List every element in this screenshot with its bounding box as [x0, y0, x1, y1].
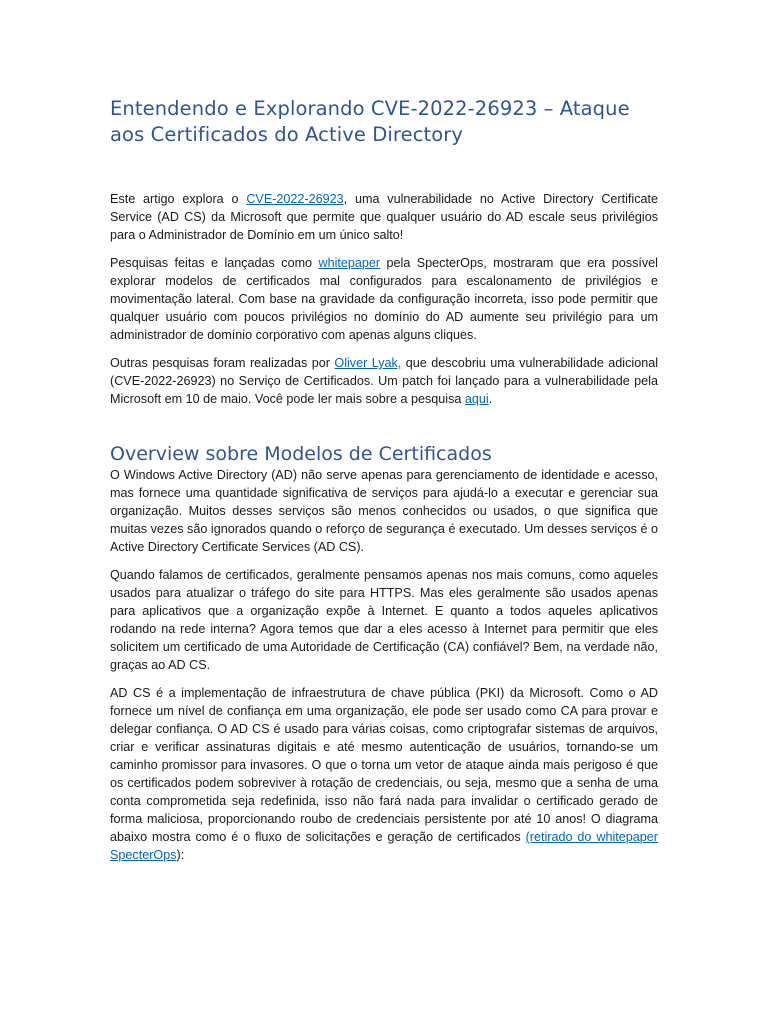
oliver-lyak-link[interactable]: Oliver Lyak, — [334, 356, 402, 370]
document-body — [110, 96, 658, 874]
section-paragraph-3 — [110, 684, 658, 864]
aqui-link[interactable]: aqui — [464, 392, 489, 406]
text-run: Este artigo explora o — [110, 192, 247, 206]
intro-paragraph-1 — [110, 190, 658, 244]
text-run: que descobriu uma vulnerabilidade adicional (CVE-2022-26923) no Serviço de Certificados. Um patch foi lançado para a vulnerabilidade pela Microsoft em 10 de maio. Você pode ler mais sobre a pesquisa — [110, 356, 659, 406]
cve-link[interactable]: CVE-2022-26923 — [246, 192, 344, 206]
text-run: Outras pesquisas foram realizadas por — [110, 356, 335, 370]
text-run: Pesquisas feitas e lançadas como — [110, 256, 319, 270]
text-run: ): — [176, 848, 185, 862]
text-run: AD CS é a implementação de infraestrutura de chave pública (PKI) da Microsoft. Como o AD fornece um nível de confiança em uma organização, ele pode ser usado como CA para provar e delegar confiança. O AD CS é usado para várias coisas, como criptografar sistemas de arquivos, criar e verificar assinaturas digitais e até mesmo autenticação de usuários, tornando-se um caminho promissor para invasores. O que o torna um vetor de ataque ainda mais perigoso é que os certificados podem sobreviver à rotação de credenciais, ou seja, mesmo que a senha de uma conta comprometida seja redefinida, isso não fará nada para invalidar o certificado gerado de forma maliciosa, proporcionando roubo de credenciais persistente por até 10 anos! O diagrama abaixo mostra como é o fluxo de solicitações e geração de certificados — [110, 686, 658, 844]
whitepaper-link[interactable]: whitepaper — [318, 256, 381, 270]
intro-paragraph-2 — [110, 254, 658, 344]
section-paragraph-1: O Windows Active Directory (AD) não serve apenas para gerenciamento de identidade e acesso, mas fornece uma quantidade significativa de serviços para ajudá-lo a executar e gerenciar sua organização. Muitos desses serviços são menos conhecidos ou usados, o que significa que muitas vezes são ignorados quando o reforço de segurança é executado. Um desses serviços é o Active Directory Certificate Services (AD CS). — [110, 468, 658, 554]
section-heading: Overview sobre Modelos de Certificados — [110, 443, 492, 465]
intro-paragraph-3 — [110, 354, 658, 408]
text-run: , uma vulnerabilidade no Active Directory Certificate Service (AD CS) da Microsoft que permite que qualquer usuário do AD escale seus privilégios para o Administrador de Domínio em um único salto! — [110, 192, 659, 242]
text-run: . — [488, 392, 493, 406]
specterops-whitepaper-link[interactable]: (retirado do whitepaper SpecterOps — [110, 830, 658, 862]
document-title: Entendendo e Explorando CVE-2022-26923 – Ataque aos Certificados do Active Directory — [110, 97, 630, 146]
section-paragraph-2: Quando falamos de certificados, geralmente pensamos apenas nos mais comuns, como aqueles usados para atualizar o tráfego do site para HTTPS. Mas eles geralmente são usados apenas para aplicativos que a organização expõe à Internet. E quanto a todos aqueles aplicativos rodando na rede interna? Agora temos que dar a eles acesso à Internet para permitir que eles solicitem um certificado de uma Autoridade de Certificação (CA) confiável? Bem, na verdade não, graças ao AD CS. — [110, 568, 658, 672]
text-run: pela SpecterOps, mostraram que era possível explorar modelos de certificados mal configurados para escalonamento de privilégios e movimentação lateral. Com base na gravidade da configuração incorreta, isso pode permitir que qualquer usuário com poucos privilégios no domínio do AD aumente seu privilégio para um administrador de domínio corporativo com apenas alguns cliques. — [110, 256, 658, 342]
